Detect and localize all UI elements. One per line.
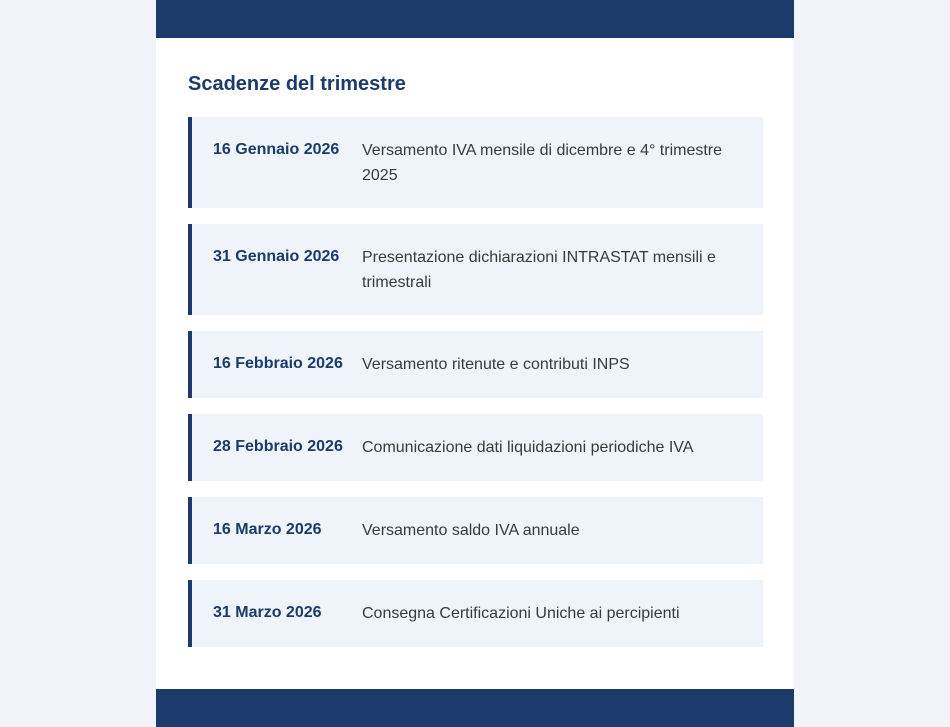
newsletter-card <box>156 0 794 727</box>
deadline-description: Versamento IVA mensile di dicembre e 4° trimestre 2025 <box>362 142 723 184</box>
deadline-date: 16 Gennaio 2026 <box>213 141 340 158</box>
header-bar <box>156 0 794 38</box>
deadline-item <box>188 497 763 564</box>
section-title: Scadenze del trimestre <box>188 73 406 95</box>
deadline-description: Versamento saldo IVA annuale <box>362 522 580 539</box>
deadline-description: Versamento ritenute e contributi INPS <box>362 356 630 373</box>
deadline-description: Consegna Certificazioni Uniche ai percipienti <box>362 605 680 622</box>
deadline-date: 16 Marzo 2026 <box>213 521 322 538</box>
deadline-date: 28 Febbraio 2026 <box>213 438 343 455</box>
deadline-date: 31 Gennaio 2026 <box>213 248 340 265</box>
deadline-description: Comunicazione dati liquidazioni periodiche IVA <box>362 439 694 456</box>
deadline-item <box>188 414 763 481</box>
deadline-item <box>188 224 763 315</box>
deadline-description: Presentazione dichiarazioni INTRASTAT mensili e trimestrali <box>362 249 716 291</box>
deadline-item <box>188 117 763 208</box>
deadline-date: 31 Marzo 2026 <box>213 604 322 621</box>
deadline-date: 16 Febbraio 2026 <box>213 355 343 372</box>
footer-bar <box>156 689 794 727</box>
deadline-item <box>188 580 763 647</box>
deadline-item <box>188 331 763 398</box>
